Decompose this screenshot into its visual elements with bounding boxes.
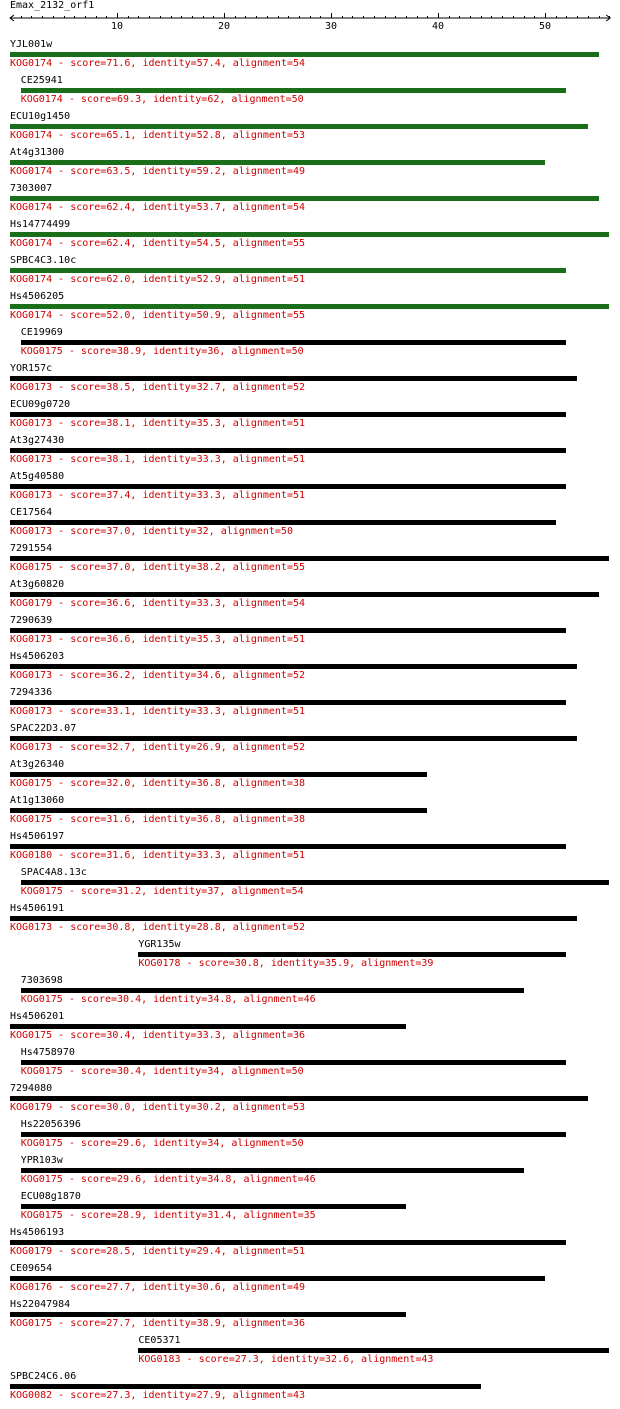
hit-score-label[interactable]: KOG0183 - score=27.3, identity=32.6, alignment=43 bbox=[138, 1354, 434, 1365]
hit-alignment-bar[interactable] bbox=[10, 1312, 406, 1317]
hit-score-label[interactable]: KOG0173 - score=37.0, identity=32, alignment=50 bbox=[10, 526, 293, 537]
hit-alignment-bar[interactable] bbox=[10, 52, 599, 57]
hit-alignment-bar[interactable] bbox=[10, 592, 599, 597]
hit-alignment-bar[interactable] bbox=[21, 340, 567, 345]
hit-score-label[interactable]: KOG0174 - score=63.5, identity=59.2, alignment=49 bbox=[10, 166, 306, 177]
hit-score-label[interactable]: KOG0175 - score=30.4, identity=34.8, alignment=46 bbox=[20, 994, 316, 1005]
hit-alignment-bar[interactable] bbox=[10, 916, 577, 921]
hit-name[interactable]: YJL001w bbox=[10, 39, 53, 50]
hit-alignment-bar[interactable] bbox=[21, 988, 524, 993]
hit-score-label[interactable]: KOG0175 - score=29.6, identity=34, alignment=50 bbox=[20, 1138, 304, 1149]
hit-score-label[interactable]: KOG0175 - score=32.0, identity=36.8, alignment=38 bbox=[10, 778, 306, 789]
ruler-tick-label: 50 bbox=[538, 21, 552, 30]
hit-alignment-bar[interactable] bbox=[10, 772, 427, 777]
hit-name[interactable]: CE25941 bbox=[20, 75, 63, 86]
hit-score-label[interactable]: KOG0174 - score=62.4, identity=54.5, alignment=55 bbox=[10, 238, 306, 249]
hit-name[interactable]: SPAC22D3.07 bbox=[10, 723, 77, 734]
hit-name[interactable]: 7294336 bbox=[10, 687, 53, 698]
hit-alignment-bar[interactable] bbox=[10, 268, 566, 273]
ruler-tick-label: 40 bbox=[431, 21, 445, 30]
hit-alignment-bar[interactable] bbox=[10, 1240, 566, 1245]
hit-name[interactable]: ECU10g1450 bbox=[10, 111, 71, 122]
hit-name[interactable]: Hs14774499 bbox=[10, 219, 71, 230]
hit-name[interactable]: SPBC24C6.06 bbox=[10, 1371, 77, 1382]
hit-name[interactable]: At3g60820 bbox=[10, 579, 65, 590]
hit-score-label[interactable]: KOG0173 - score=30.8, identity=28.8, alignment=52 bbox=[10, 922, 306, 933]
hit-alignment-bar[interactable] bbox=[10, 520, 556, 525]
hit-score-label[interactable]: KOG0180 - score=31.6, identity=33.3, alignment=51 bbox=[10, 850, 306, 861]
hit-alignment-bar[interactable] bbox=[10, 556, 609, 561]
hit-score-label[interactable]: KOG0173 - score=36.6, identity=35.3, alignment=51 bbox=[10, 634, 306, 645]
hit-name[interactable]: CE05371 bbox=[138, 1335, 181, 1346]
hit-alignment-bar[interactable] bbox=[10, 160, 545, 165]
hit-score-label[interactable]: KOG0176 - score=27.7, identity=30.6, alignment=49 bbox=[10, 1282, 306, 1293]
hit-score-label[interactable]: KOG0174 - score=65.1, identity=52.8, alignment=53 bbox=[10, 130, 306, 141]
hit-alignment-bar[interactable] bbox=[10, 448, 566, 453]
hit-score-label[interactable]: KOG0174 - score=52.0, identity=50.9, alignment=55 bbox=[10, 310, 306, 321]
hit-name[interactable]: At4g31300 bbox=[10, 147, 65, 158]
hit-name[interactable]: 7291554 bbox=[10, 543, 53, 554]
hit-score-label[interactable]: KOG0175 - score=37.0, identity=38.2, alignment=55 bbox=[10, 562, 306, 573]
hit-score-label[interactable]: KOG0179 - score=28.5, identity=29.4, alignment=51 bbox=[10, 1246, 306, 1257]
hit-name[interactable]: CE09654 bbox=[10, 1263, 53, 1274]
hit-name[interactable]: Hs4506205 bbox=[10, 291, 65, 302]
hit-alignment-bar[interactable] bbox=[10, 1096, 588, 1101]
hit-alignment-bar[interactable] bbox=[10, 844, 566, 849]
hit-score-label[interactable]: KOG0174 - score=62.4, identity=53.7, alignment=54 bbox=[10, 202, 306, 213]
hit-score-label[interactable]: KOG0173 - score=37.4, identity=33.3, alignment=51 bbox=[10, 490, 306, 501]
hit-score-label[interactable]: KOG0173 - score=36.2, identity=34.6, alignment=52 bbox=[10, 670, 306, 681]
hit-score-label[interactable]: KOG0174 - score=62.0, identity=52.9, alignment=51 bbox=[10, 274, 306, 285]
hit-score-label[interactable]: KOG0175 - score=29.6, identity=34.8, alignment=46 bbox=[20, 1174, 316, 1185]
hit-alignment-bar[interactable] bbox=[10, 1024, 406, 1029]
ruler-tick-label: 30 bbox=[324, 21, 338, 30]
hit-alignment-bar[interactable] bbox=[10, 124, 588, 129]
hit-alignment-bar[interactable] bbox=[10, 484, 566, 489]
hit-name[interactable]: YGR135w bbox=[138, 939, 181, 950]
ruler-tick-label: 20 bbox=[217, 21, 231, 30]
hit-name[interactable]: At3g26340 bbox=[10, 759, 65, 770]
hit-name[interactable]: Hs4758970 bbox=[20, 1047, 75, 1058]
hit-alignment-bar[interactable] bbox=[21, 1168, 524, 1173]
hit-name[interactable]: Hs22056396 bbox=[20, 1119, 81, 1130]
hit-score-label[interactable]: KOG0175 - score=30.4, identity=33.3, alignment=36 bbox=[10, 1030, 306, 1041]
hit-alignment-bar[interactable] bbox=[10, 1384, 481, 1389]
hit-alignment-bar[interactable] bbox=[10, 664, 577, 669]
hit-alignment-bar[interactable] bbox=[10, 1276, 545, 1281]
ruler-tick-label: 10 bbox=[110, 21, 124, 30]
hit-alignment-bar[interactable] bbox=[10, 232, 609, 237]
hit-score-label[interactable]: KOG0175 - score=28.9, identity=31.4, alignment=35 bbox=[20, 1210, 316, 1221]
hit-name[interactable]: ECU09g0720 bbox=[10, 399, 71, 410]
hit-score-label[interactable]: KOG0178 - score=30.8, identity=35.9, alignment=39 bbox=[138, 958, 434, 969]
hit-alignment-bar[interactable] bbox=[10, 700, 566, 705]
hit-name[interactable]: Hs22047984 bbox=[10, 1299, 71, 1310]
hit-name[interactable]: At3g27430 bbox=[10, 435, 65, 446]
hit-name[interactable]: 7294080 bbox=[10, 1083, 53, 1094]
hit-alignment-bar[interactable] bbox=[21, 880, 610, 885]
hit-score-label[interactable]: KOG0173 - score=38.1, identity=33.3, alignment=51 bbox=[10, 454, 306, 465]
hit-name[interactable]: ECU08g1870 bbox=[20, 1191, 81, 1202]
hit-name[interactable]: SPBC4C3.10c bbox=[10, 255, 77, 266]
hit-alignment-bar[interactable] bbox=[21, 1060, 567, 1065]
hit-name[interactable]: SPAC4A8.13c bbox=[20, 867, 87, 878]
hit-name[interactable]: 7303007 bbox=[10, 183, 53, 194]
hit-name[interactable]: At5g40580 bbox=[10, 471, 65, 482]
hit-score-label[interactable]: KOG0179 - score=30.0, identity=30.2, alignment=53 bbox=[10, 1102, 306, 1113]
hit-score-label[interactable]: KOG0173 - score=33.1, identity=33.3, alignment=51 bbox=[10, 706, 306, 717]
hit-alignment-bar[interactable] bbox=[10, 412, 566, 417]
hit-name[interactable]: YOR157c bbox=[10, 363, 53, 374]
hit-alignment-bar[interactable] bbox=[138, 952, 566, 957]
hit-alignment-bar[interactable] bbox=[21, 1204, 406, 1209]
hit-name[interactable]: Hs4506197 bbox=[10, 831, 65, 842]
hit-name[interactable]: 7303698 bbox=[20, 975, 63, 986]
hit-alignment-bar[interactable] bbox=[21, 1132, 567, 1137]
hit-name[interactable]: Hs4506203 bbox=[10, 651, 65, 662]
hit-alignment-bar[interactable] bbox=[10, 808, 427, 813]
hit-alignment-bar[interactable] bbox=[10, 628, 566, 633]
hit-name[interactable]: Hs4506201 bbox=[10, 1011, 65, 1022]
hit-name[interactable]: Hs4506191 bbox=[10, 903, 65, 914]
hit-alignment-bar[interactable] bbox=[10, 304, 609, 309]
hit-score-label[interactable]: KOG0173 - score=38.1, identity=35.3, alignment=51 bbox=[10, 418, 306, 429]
hit-name[interactable]: CE19969 bbox=[20, 327, 63, 338]
hit-score-label[interactable]: KOG0082 - score=27.3, identity=27.9, alignment=43 bbox=[10, 1390, 306, 1401]
hit-name[interactable]: Hs4506193 bbox=[10, 1227, 65, 1238]
hit-score-label[interactable]: KOG0175 - score=31.6, identity=36.8, alignment=38 bbox=[10, 814, 306, 825]
hit-name[interactable]: CE17564 bbox=[10, 507, 53, 518]
hit-score-label[interactable]: KOG0179 - score=36.6, identity=33.3, alignment=54 bbox=[10, 598, 306, 609]
hit-alignment-bar[interactable] bbox=[10, 196, 599, 201]
hit-score-label[interactable]: KOG0175 - score=31.2, identity=37, alignment=54 bbox=[20, 886, 304, 897]
hit-score-label[interactable]: KOG0173 - score=32.7, identity=26.9, alignment=52 bbox=[10, 742, 306, 753]
hit-score-label[interactable]: KOG0175 - score=30.4, identity=34, alignment=50 bbox=[20, 1066, 304, 1077]
hit-alignment-bar[interactable] bbox=[10, 736, 577, 741]
hit-score-label[interactable]: KOG0175 - score=38.9, identity=36, alignment=50 bbox=[20, 346, 304, 357]
hit-score-label[interactable]: KOG0174 - score=69.3, identity=62, alignment=50 bbox=[20, 94, 304, 105]
hit-alignment-bar[interactable] bbox=[138, 1348, 609, 1353]
hit-score-label[interactable]: KOG0175 - score=27.7, identity=38.9, alignment=36 bbox=[10, 1318, 306, 1329]
hit-name[interactable]: At1g13060 bbox=[10, 795, 65, 806]
hit-name[interactable]: 7290639 bbox=[10, 615, 53, 626]
hit-alignment-bar[interactable] bbox=[10, 376, 577, 381]
hit-alignment-bar[interactable] bbox=[21, 88, 567, 93]
hit-score-label[interactable]: KOG0174 - score=71.6, identity=57.4, alignment=54 bbox=[10, 58, 306, 69]
hit-score-label[interactable]: KOG0173 - score=38.5, identity=32.7, alignment=52 bbox=[10, 382, 306, 393]
query-title: Emax_2132_orf1 bbox=[10, 0, 95, 11]
hit-name[interactable]: YPR103w bbox=[20, 1155, 63, 1166]
